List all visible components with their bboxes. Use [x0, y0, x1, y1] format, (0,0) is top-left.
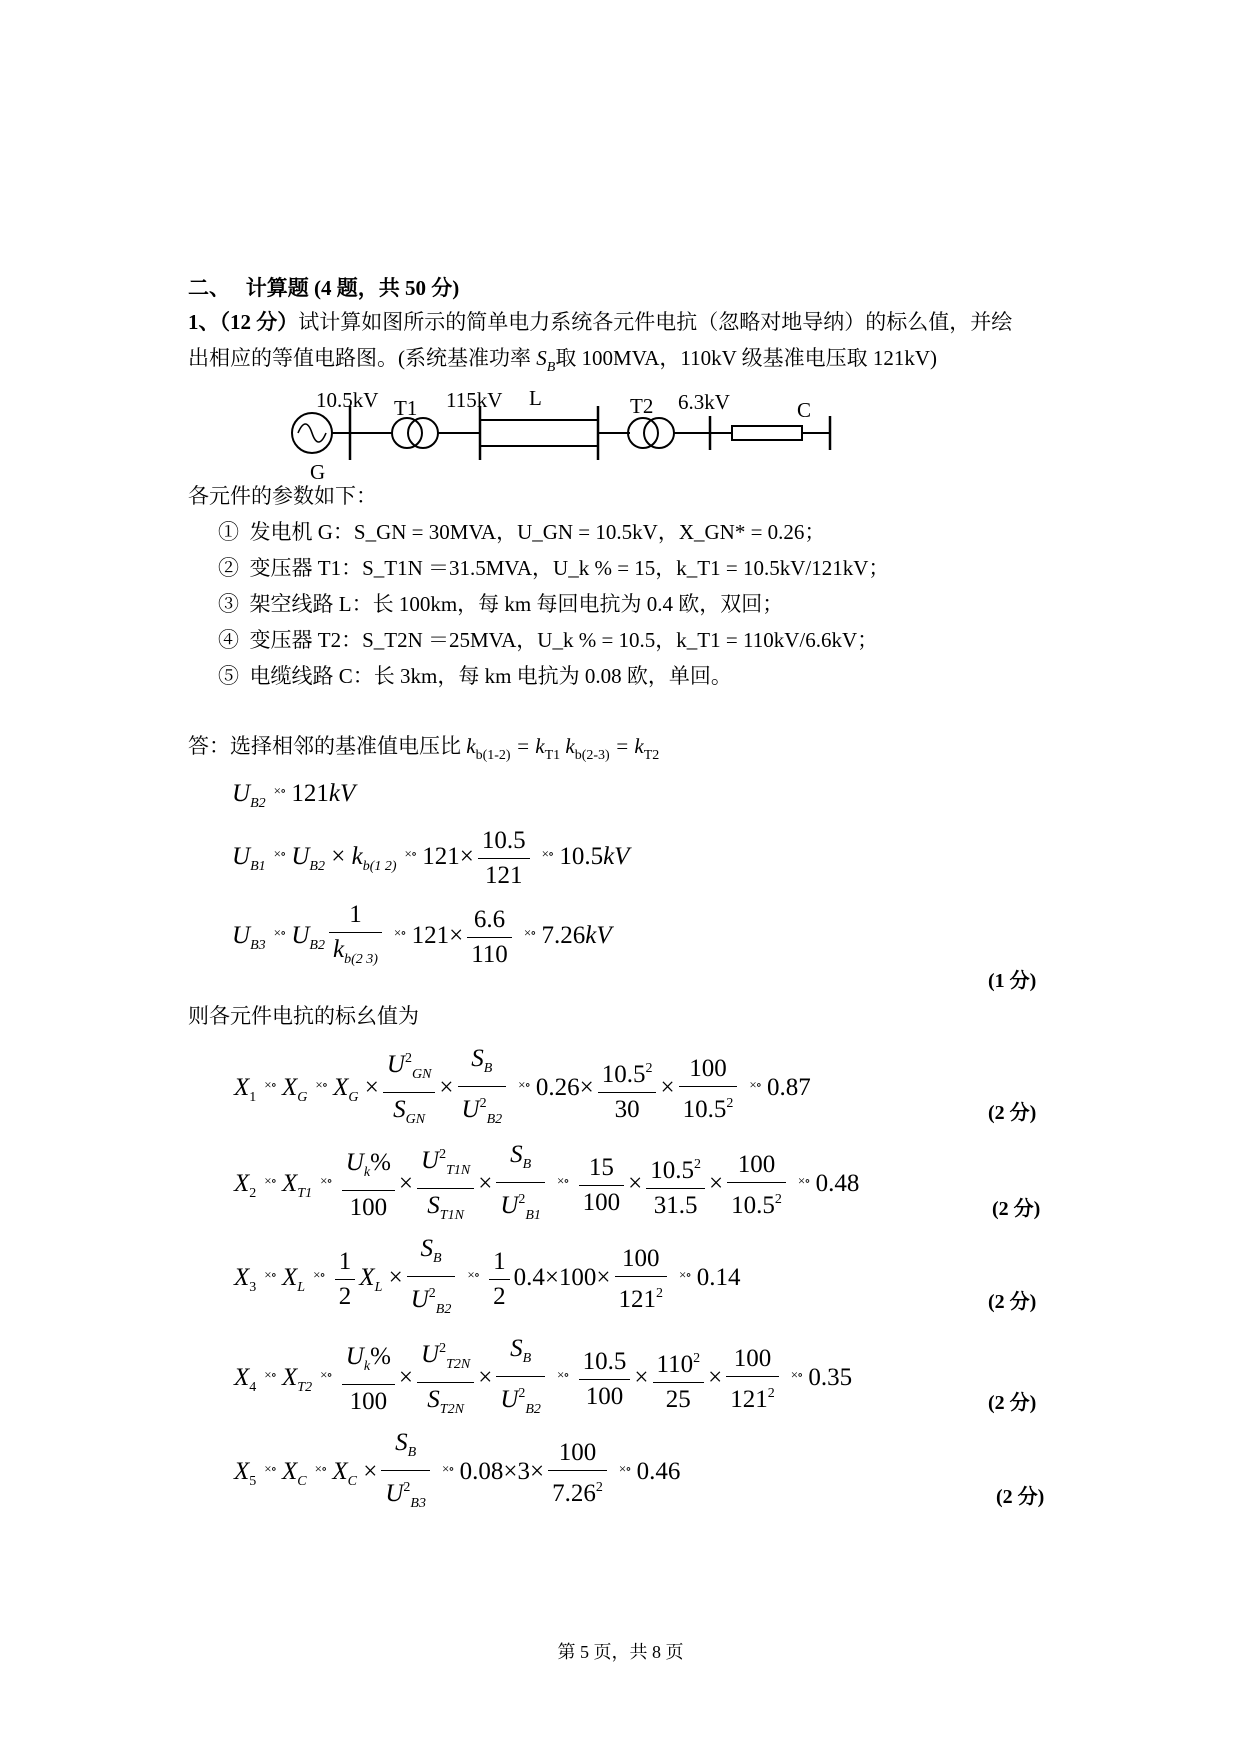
param-num: ① — [218, 520, 239, 544]
fraction: $\frac{S_B}{U^2_{B3}}$ — [381, 1428, 430, 1519]
param-text: 电缆线路 C：长 3km，每 km 电抗为 0.08 欧，单回。 — [249, 664, 732, 688]
generator-wave — [298, 424, 326, 442]
eq-result: 0.46 — [636, 1458, 681, 1486]
param-num: ⑤ — [218, 664, 239, 688]
section-number: 二、 — [188, 276, 230, 300]
score-1: (1 分) — [988, 970, 1037, 992]
eq-mult: 121× — [422, 843, 474, 871]
param-num: ② — [218, 556, 239, 580]
question-text-2b: 取 100MVA，110kV 级基准电压取 121kV) — [555, 346, 938, 370]
eq-ub2: $U_{B2}^{\times\circ}$ 121kV — [232, 780, 356, 811]
k-symbol: k — [560, 734, 575, 758]
fraction: $\frac{U_k\%}{100}$ — [342, 1342, 395, 1417]
eq-coef: 0.08×3× — [459, 1458, 545, 1486]
param-text: 发电机 G：S_GN = 30MVA，U_GN = 10.5kV，X_GN* = 0.26； — [249, 520, 826, 544]
question-text-2a: 出相应的等值电路图。(系统基准功率 — [188, 346, 537, 370]
label-c: C — [797, 398, 812, 422]
fraction: $\frac{100}{10.5^2}$ — [679, 1054, 738, 1125]
label-t1: T1 — [394, 396, 418, 420]
fraction: $\frac{100}{10.5^2}$ — [727, 1150, 786, 1221]
label-6-3kv: 6.3kV — [678, 390, 730, 414]
eq-coef: 0.26× — [535, 1074, 594, 1102]
question-text-1: 试计算如图所示的简单电力系统各元件电抗（忽略对地导纳）的标么值，并绘 — [298, 310, 1013, 334]
fraction: $\frac{U_k\%}{100}$ — [342, 1148, 395, 1223]
label-115kv: 115kV — [446, 388, 503, 412]
fraction: $\frac{1}{k_{b(2 3)}}$ — [329, 900, 382, 975]
fraction: $\frac{100}{121^2}$ — [615, 1244, 668, 1315]
fraction: $\frac{10.5^2}{30}$ — [598, 1054, 657, 1125]
fraction: $\frac{100}{121^2}$ — [726, 1344, 779, 1415]
eq-result: 0.14 — [696, 1264, 741, 1292]
label-l: L — [529, 386, 542, 410]
eq-result: 10.5 — [559, 843, 604, 871]
eq-x2: $X_2^{\times\circ}$ $X_{T1}^{\times\circ}$ $\frac{U_k\%}{100}$ × $\frac{U^2_{T1N}}{S_{T1N}}$ × $\frac{S_B}{U^2_{B1}}$ ×∘ $\frac{15}{100}$ × $\frac{10.5^2}{31.5}$ × $\frac{100}{10.5^2}$ ×∘ 0.48 — [234, 1140, 859, 1231]
k-symbol: k — [466, 734, 476, 758]
fraction: $\frac{S_B}{U^2_{B2}}$ — [458, 1044, 507, 1135]
param-item-4 — [218, 624, 878, 654]
eq-ub3: $U_{B3}^{\times\circ}$ $U_{B2}$ $\frac{1}{k_{b(2 3)}}$ ×∘ 121× $\frac{6.6}{110}$ ×∘ 7.26kV — [232, 900, 612, 975]
param-text: 架空线路 L：长 100km，每 km 每回电抗为 0.4 欧，双回； — [249, 592, 784, 616]
label-10-5kv: 10.5kV — [316, 388, 379, 412]
fraction: $\frac{1}{2}$ — [489, 1247, 510, 1312]
eq-result: 0.48 — [815, 1170, 860, 1198]
score-x2: (2 分) — [992, 1198, 1041, 1220]
unit: kV — [603, 843, 630, 871]
question-points: （12 分） — [219, 310, 299, 334]
unit: kV — [328, 780, 356, 807]
unit: kV — [585, 922, 612, 950]
param-text: 变压器 T2：S_T2N ＝25MVA，U_k % = 10.5，k_T1 = 110kV/6.6kV； — [249, 628, 879, 652]
eq-value: 121 — [291, 780, 329, 807]
k-sub: T1 — [544, 748, 561, 763]
fraction: $\frac{110^2}{25}$ — [653, 1344, 705, 1415]
fraction: $\frac{1}{2}$ — [335, 1247, 356, 1312]
eq-result: 7.26 — [541, 922, 586, 950]
k-sub: b(2-3) — [574, 748, 610, 763]
k-sub: T2 — [643, 748, 660, 763]
sb-sub: B — [546, 360, 556, 375]
eq-x1: $X_1^{\times\circ}$ $X_G^{\times\circ}$ $X_G$ × $\frac{U^2_{GN}}{S_{GN}}$ × $\frac{S_B}{U^2_{B2}}$ ×∘ 0.26× $\frac{10.5^2}{30}$ × $\frac{100}{10.5^2}$ ×∘ 0.87 — [234, 1044, 811, 1135]
param-item-5 — [218, 660, 732, 690]
question-line-2 — [188, 342, 937, 376]
param-num: ④ — [218, 628, 239, 652]
k-sub: b(1-2) — [475, 748, 511, 763]
param-text: 变压器 T1：S_T1N ＝31.5MVA，U_k % = 15，k_T1 = 10.5kV/121kV； — [249, 556, 890, 580]
k-symbol: = k — [510, 734, 545, 758]
eq-coef: 0.4×100× — [513, 1264, 611, 1292]
then-text: 则各元件电抗的标幺值为 — [188, 1004, 419, 1028]
section-title: 计算题 (4 题，共 50 分) — [245, 276, 460, 300]
eq-x5: $X_5^{\times\circ}$ $X_C^{\times\circ}$ $X_C$ × $\frac{S_B}{U^2_{B3}}$ ×∘ 0.08×3× $\frac{100}{7.26^2}$ ×∘ 0.46 — [234, 1428, 680, 1519]
param-item-1 — [218, 516, 825, 546]
sb-symbol: S — [536, 346, 547, 370]
fraction: $\frac{U^2_{T2N}}{S_{T2N}}$ — [417, 1334, 474, 1425]
fraction: $\frac{S_B}{U^2_{B1}}$ — [496, 1140, 545, 1231]
eq-mult: 121× — [411, 922, 464, 950]
eq-result: 0.35 — [808, 1364, 853, 1392]
fraction: $\frac{U^2_{GN}}{S_{GN}}$ — [383, 1044, 436, 1135]
param-item-3 — [218, 588, 783, 618]
params-intro: 各元件的参数如下： — [188, 484, 377, 508]
score-x5: (2 分) — [996, 1486, 1045, 1508]
label-t2: T2 — [630, 394, 654, 418]
question-number: 1、 — [188, 310, 220, 334]
answer-intro — [188, 730, 659, 764]
fraction: $\frac{S_B}{U^2_{B2}}$ — [407, 1234, 456, 1325]
param-item-2 — [218, 552, 889, 582]
fraction: $\frac{U^2_{T1N}}{S_{T1N}}$ — [417, 1140, 474, 1231]
fraction: $\frac{6.6}{110}$ — [467, 905, 512, 970]
eq-x4: $X_4^{\times\circ}$ $X_{T2}^{\times\circ}$ $\frac{U_k\%}{100}$ × $\frac{U^2_{T2N}}{S_{T2N}}$ × $\frac{S_B}{U^2_{B2}}$ ×∘ $\frac{10.5}{100}$ × $\frac{110^2}{25}$ × $\frac{100}{121^2}$ ×∘ 0.35 — [234, 1334, 852, 1425]
cable-c-symbol — [732, 426, 802, 440]
param-num: ③ — [218, 592, 239, 616]
score-x4: (2 分) — [988, 1392, 1037, 1414]
fraction: $\frac{S_B}{U^2_{B2}}$ — [496, 1334, 545, 1425]
question-line-1 — [188, 306, 1012, 336]
section-heading — [188, 272, 459, 302]
score-x3: (2 分) — [988, 1291, 1037, 1313]
answer-intro-text: 答：选择相邻的基准值电压比 — [188, 734, 467, 758]
fraction: $\frac{10.5}{121}$ — [478, 826, 530, 891]
fraction: $\frac{10.5^2}{31.5}$ — [646, 1150, 705, 1221]
k-symbol: = k — [609, 734, 644, 758]
score-x1: (2 分) — [988, 1102, 1037, 1124]
eq-result: 0.87 — [767, 1074, 811, 1102]
fraction: $\frac{100}{7.26^2}$ — [548, 1438, 607, 1509]
eq-x3: $X_3^{\times\circ}$ $X_L^{\times\circ}$ $\frac{1}{2}$ $X_L$ × $\frac{S_B}{U^2_{B2}}$ ×∘ $\frac{1}{2}$ 0.4×100× $\frac{100}{121^2}$ ×∘ 0.14 — [234, 1234, 741, 1325]
eq-ub1: $U_{B1}^{\times\circ}$ $U_{B2} \times k_{b(1 2)}^{\times\circ}$ 121× $\frac{10.5}{121}$ ×∘ 10.5kV — [232, 827, 630, 889]
label-g: G — [310, 460, 326, 484]
fraction: $\frac{15}{100}$ — [579, 1153, 625, 1218]
page-footer: 第 5 页，共 8 页 — [557, 1642, 684, 1662]
fraction: $\frac{10.5}{100}$ — [579, 1347, 631, 1412]
